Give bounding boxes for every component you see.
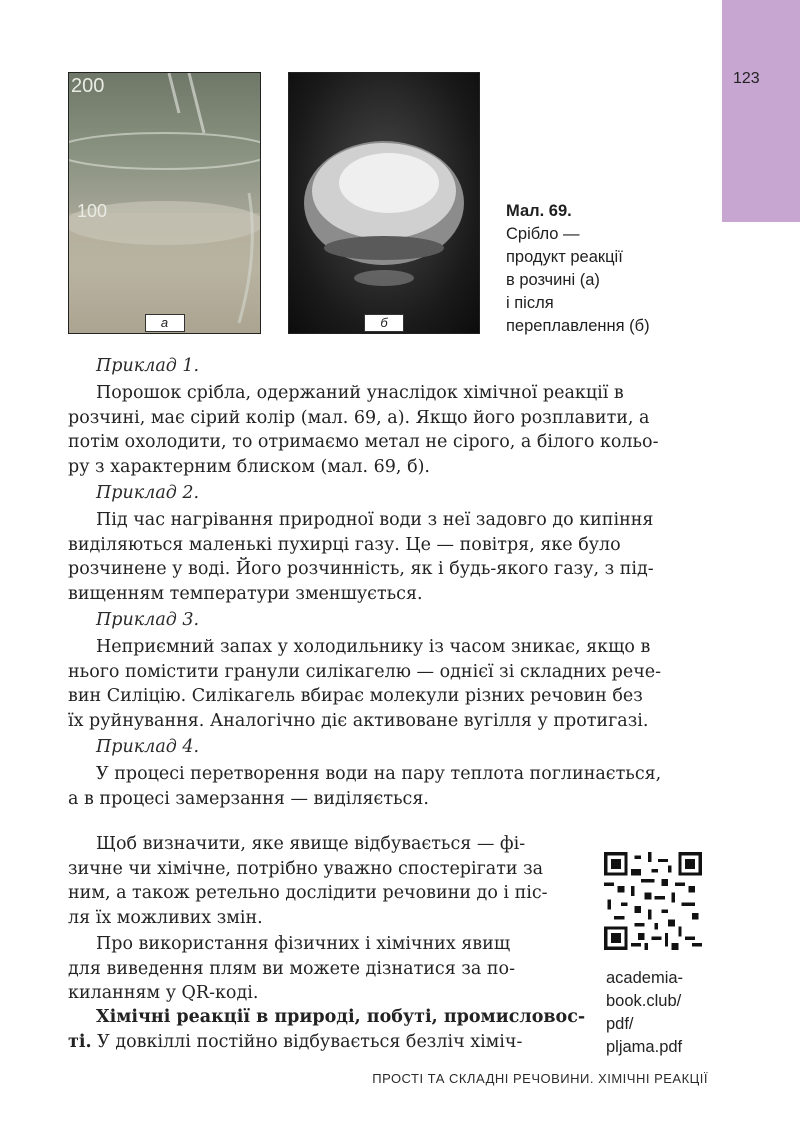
figure-caption-title: Мал. 69. (506, 202, 572, 220)
qr-link-line: pljama.pdf (606, 1038, 683, 1056)
text-line: розчині, має сірий колір (мал. 69, а). Якщо його розплавити, а (68, 407, 650, 428)
text-line: вин Силіцію. Силікагель вбирає молекули різних речовин без (68, 686, 643, 706)
example-1-title: Приклад 1. (96, 356, 200, 376)
chapter-color-tab (722, 0, 800, 222)
paragraph-qr-reference (68, 932, 580, 1006)
figure-caption-line: і після (506, 294, 554, 312)
text-line: їх руйнування. Аналогічно діє активоване вугілля у протигазі. (68, 710, 649, 731)
beaker-mark-200: 200 (71, 75, 105, 97)
example-2-text (68, 508, 706, 606)
figure-caption-line: переплавлення (б) (506, 317, 650, 335)
beaker-mark-100: 100 (77, 201, 108, 221)
text-line: Порошок срібла, одержаний унаслідок хімічної реакції в (96, 383, 624, 403)
text-line: а в процесі замерзання — виділяється. (68, 788, 429, 809)
qr-link-line: pdf/ (606, 1015, 634, 1033)
figure-caption-line: в розчині (а) (506, 271, 600, 289)
running-footer: ПРОСТІ ТА СКЛАДНІ РЕЧОВИНИ. ХІМІЧНІ РЕАКЦІЇ (372, 1071, 708, 1086)
text-line: ним, а також ретельно дослідити речовини до і піс- (68, 883, 548, 903)
figure-caption-line: продукт реакції (506, 248, 623, 266)
text-line: Під час нагрівання природної води з неї задовго до кипіння (96, 510, 654, 530)
example-1-text (68, 381, 706, 479)
text-line: Про використання фізичних і хімічних явищ (96, 934, 511, 954)
photo-remelted-silver (288, 72, 480, 334)
example-3-text (68, 635, 706, 733)
photo-label-b: б (364, 314, 404, 332)
text-line (68, 1005, 586, 1030)
photo-silver-powder-in-beaker (68, 72, 261, 334)
text-line: потім охолодити, то отримаємо метал не сірого, а білого кольо- (68, 432, 659, 452)
figure-caption-line: Срібло — (506, 225, 580, 243)
paragraph-chemical-reactions (68, 1005, 586, 1054)
text-line: для виведення плям ви можете дізнатися за по- (68, 958, 515, 979)
example-4-title: Приклад 4. (96, 737, 200, 757)
example-4-text (68, 762, 706, 811)
qr-link-line: academia- (606, 969, 684, 987)
qr-link-caption[interactable] (606, 967, 716, 1059)
text-line: ля їх можливих змін. (68, 907, 263, 928)
text-line: киланням у QR-коді. (68, 983, 259, 1003)
text-line: розчинене у воді. Його розчинність, як і будь-якого газу, з під- (68, 559, 654, 579)
qr-code-icon[interactable] (604, 852, 702, 950)
text-line: виділяються маленькі пухирці газу. Це — повітря, яке було (68, 534, 621, 555)
page-number: 123 (733, 70, 760, 87)
bold-heading: Хімічні реакції в природі, побуті, промисловос- (96, 1007, 586, 1027)
text-line: зичне чи хімічне, потрібно уважно спостерігати за (68, 858, 544, 879)
inline-text: У довкіллі постійно відбувається безліч хіміч- (91, 1031, 523, 1052)
text-line (68, 1030, 580, 1055)
paragraph-observation (68, 832, 580, 930)
photo-label-a: а (145, 314, 185, 332)
text-line: вищенням температури зменшується. (68, 583, 423, 604)
qr-link-line: book.club/ (606, 992, 682, 1010)
silver-bead-illustration (289, 73, 479, 333)
text-line: ру з характерним блиском (мал. 69, б). (68, 456, 430, 477)
bold-heading: ті. (68, 1031, 92, 1052)
example-2-title: Приклад 2. (96, 483, 200, 503)
text-line: нього помістити гранули силікагелю — однієї зі складних рече- (68, 661, 662, 682)
text-line: Неприємний запах у холодильнику із часом зникає, якщо в (96, 637, 651, 657)
text-line: У процесі перетворення води на пару теплота поглинається, (96, 764, 662, 784)
figure-caption (506, 200, 706, 338)
text-line: Щоб визначити, яке явище відбувається — фі- (96, 834, 526, 854)
example-3-title: Приклад 3. (96, 610, 200, 630)
